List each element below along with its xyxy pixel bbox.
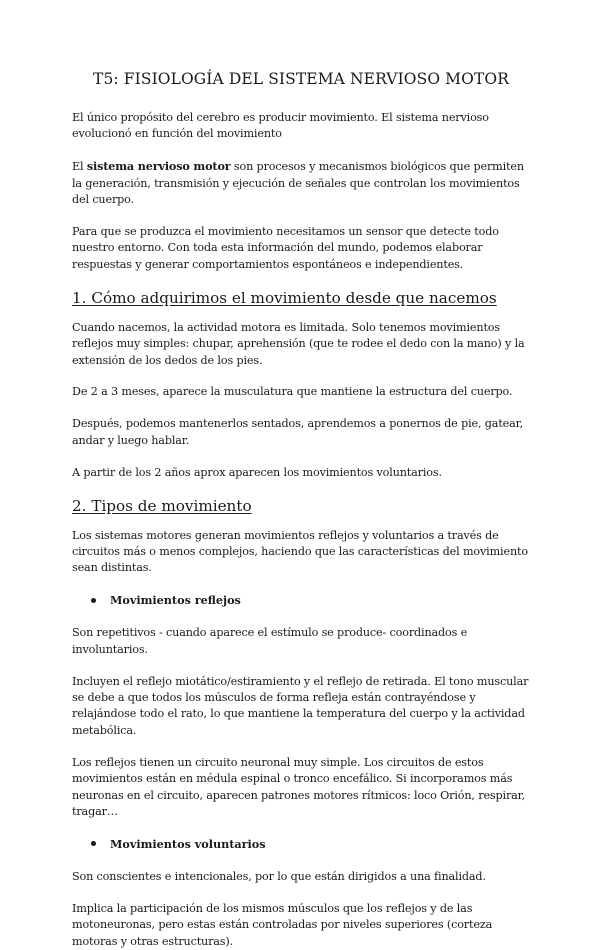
reflex-paragraph-1: Son repetitivos - cuando aparece el estímulo se produce- coordinados e involuntarios.	[72, 626, 468, 656]
intro-p2-bold-term: sistema nervioso motor	[86, 159, 231, 174]
bullet-voluntary-movements	[91, 836, 530, 852]
bullet-reflex-label: Movimientos reflejos	[110, 593, 241, 608]
bullet-dot-icon	[91, 841, 96, 846]
reflex-paragraph-2: Incluyen el reflejo miotático/estiramiento y el reflejo de retirada. El tono muscular se debe a que todos los músculos de forma refleja están contrayéndose y relajándose todo el rato, lo que mantiene la temperatura del cuerpo y la actividad metabólica.	[72, 674, 529, 737]
section-1-heading-text: 1. Cómo adquirimos el movimiento desde que nacemos	[72, 288, 497, 307]
intro-p2-before: El	[72, 160, 87, 174]
section-1-paragraph-4: A partir de los 2 años aprox aparecen los movimientos voluntarios.	[72, 465, 442, 479]
bullet-reflex-movements	[91, 592, 530, 608]
section-2-paragraph-1: Los sistemas motores generan movimientos reflejos y voluntarios a través de circuitos más o menos complejos, haciendo que las características del movimiento sean distintas.	[72, 528, 528, 575]
bullet-voluntary-label: Movimientos voluntarios	[110, 836, 266, 851]
section-1-paragraph-3: Después, podemos mantenerlos sentados, aprendemos a ponernos de pie, gatear, andar y luego hablar.	[72, 417, 524, 447]
intro-paragraph-2	[72, 158, 530, 208]
section-1-paragraph-1: Cuando nacemos, la actividad motora es limitada. Solo tenemos movimientos reflejos muy simples: chupar, aprehensión (que te rodee el dedo con la mano) y la extensión de los dedos de los pies.	[72, 320, 525, 367]
section-1-heading	[72, 289, 530, 307]
section-1-paragraph-2: De 2 a 3 meses, aparece la musculatura que mantiene la estructura del cuerpo.	[72, 385, 513, 399]
intro-paragraph-3: Para que se produzca el movimiento necesitamos un sensor que detecte todo nuestro entorno. Con toda esta información del mundo, podemos elaborar respuestas y generar comportamientos espontáneos e independientes.	[72, 225, 499, 271]
voluntary-paragraph-1: Son conscientes e intencionales, por lo que están dirigidos a una finalidad.	[72, 869, 486, 883]
intro-p2-after: son procesos y mecanismos biológicos que permiten la generación, transmisión y ejecución de señales que controlan los movimientos del cuerpo.	[72, 160, 524, 207]
voluntary-paragraph-2: Implica la participación de los mismos músculos que los reflejos y de las motoneuronas, pero estas están controladas por niveles superiores (corteza motoras y otras estructuras).	[72, 901, 493, 948]
section-2-heading-text: 2. Tipos de movimiento	[72, 496, 252, 515]
section-2-heading	[72, 497, 530, 515]
document-title: T5: FISIOLOGÍA DEL SISTEMA NERVIOSO MOTOR	[93, 70, 509, 88]
reflex-paragraph-3: Los reflejos tienen un circuito neuronal muy simple. Los circuitos de estos movimientos están en médula espinal o tronco encefálico. Si incorporamos más neuronas en el circuito, aparecen patrones motores rítmicos: loco Orión, respirar, tragar…	[72, 755, 526, 818]
intro-paragraph-1: El único propósito del cerebro es producir movimiento. El sistema nervioso evolucionó en función del movimiento	[72, 111, 489, 141]
bullet-dot-icon	[91, 598, 96, 603]
